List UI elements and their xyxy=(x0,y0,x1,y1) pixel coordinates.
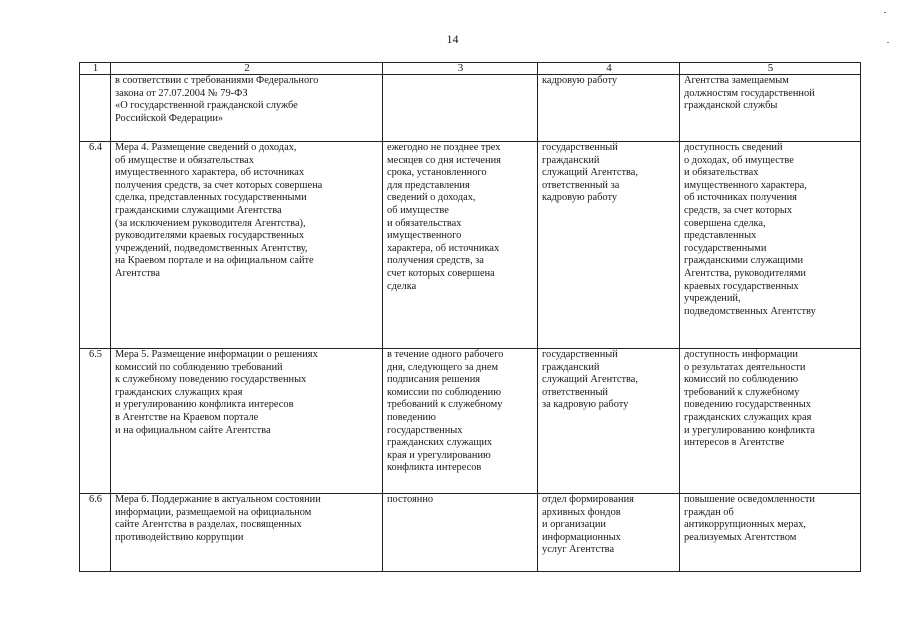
row-number xyxy=(80,75,111,142)
table-row xyxy=(80,75,861,142)
column-header: 3 xyxy=(383,63,538,75)
column-header: 2 xyxy=(111,63,383,75)
measures-table xyxy=(79,62,861,572)
result-cell: повышение осведомленности граждан об антикоррупционных мерах, реализуемых Агентством xyxy=(680,494,861,572)
deadline-cell xyxy=(383,75,538,142)
row-number: 6.6 xyxy=(80,494,111,572)
scan-speck xyxy=(887,42,889,43)
deadline-cell: в течение одного рабочего дня, следующего за днем подписания решения комиссии по соблюдению требований к служебному поведению государственных гражданских служащих края и урегулированию конфликта интересов xyxy=(383,349,538,494)
column-header: 1 xyxy=(80,63,111,75)
responsible-cell: государственный гражданский служащий Агентства, ответственный за кадровую работу xyxy=(538,349,680,494)
responsible-cell: кадровую работу xyxy=(538,75,680,142)
row-number: 6.4 xyxy=(80,142,111,349)
result-cell: доступность информации о результатах деятельности комиссий по соблюдению требований к служебному поведению государственных гражданских служащих края и урегулированию конфликта интересов в Агентстве xyxy=(680,349,861,494)
page-number: 14 xyxy=(446,32,459,46)
measure-cell: в соответствии с требованиями Федерального закона от 27.07.2004 № 79-ФЗ «О государственной гражданской службе Российской Федерации» xyxy=(111,75,383,142)
row-number: 6.5 xyxy=(80,349,111,494)
deadline-cell: ежегодно не позднее трех месяцев со дня истечения срока, установленного для представления сведений о доходах, об имуществе и обязательствах имущественного характера, об источниках получения средств, за счет которых совершена сделка xyxy=(383,142,538,349)
table-row xyxy=(80,142,861,349)
responsible-cell: отдел формирования архивных фондов и организации информационных услуг Агентства xyxy=(538,494,680,572)
column-header: 5 xyxy=(680,63,861,75)
table-row xyxy=(80,349,861,494)
measure-cell: Мера 5. Размещение информации о решениях комиссий по соблюдению требований к служебному поведению государственных гражданских служащих края и урегулированию конфликта интересов в Агентстве на Краевом портале и на официальном сайте Агентства xyxy=(111,349,383,494)
responsible-cell: государственный гражданский служащий Агентства, ответственный за кадровую работу xyxy=(538,142,680,349)
deadline-cell: постоянно xyxy=(383,494,538,572)
measure-cell: Мера 6. Поддержание в актуальном состоянии информации, размещаемой на официальном сайте Агентства в разделах, посвященных противодействию коррупции xyxy=(111,494,383,572)
header-row xyxy=(80,63,861,75)
table-row xyxy=(80,494,861,572)
result-cell: Агентства замещаемым должностям государственной гражданской службы xyxy=(680,75,861,142)
measure-cell: Мера 4. Размещение сведений о доходах, об имуществе и обязательствах имущественного характера, об источниках получения средств, за счет которых совершена сделка, представленных государственными гражданскими служащими Агентства (за исключением руководителя Агентства), руководителями краевых государственных учреждений, подведомственных Агентству, на Краевом портале и на официальном сайте Агентства xyxy=(111,142,383,349)
scan-speck xyxy=(884,12,886,13)
result-cell: доступность сведений о доходах, об имуществе и обязательствах имущественного характера, об источниках получения средств, за счет которых совершена сделка, представленных государственными гражданскими служащими Агентства, руководителями краевых государственных учреждений, подведомственных Агентству xyxy=(680,142,861,349)
column-header: 4 xyxy=(538,63,680,75)
